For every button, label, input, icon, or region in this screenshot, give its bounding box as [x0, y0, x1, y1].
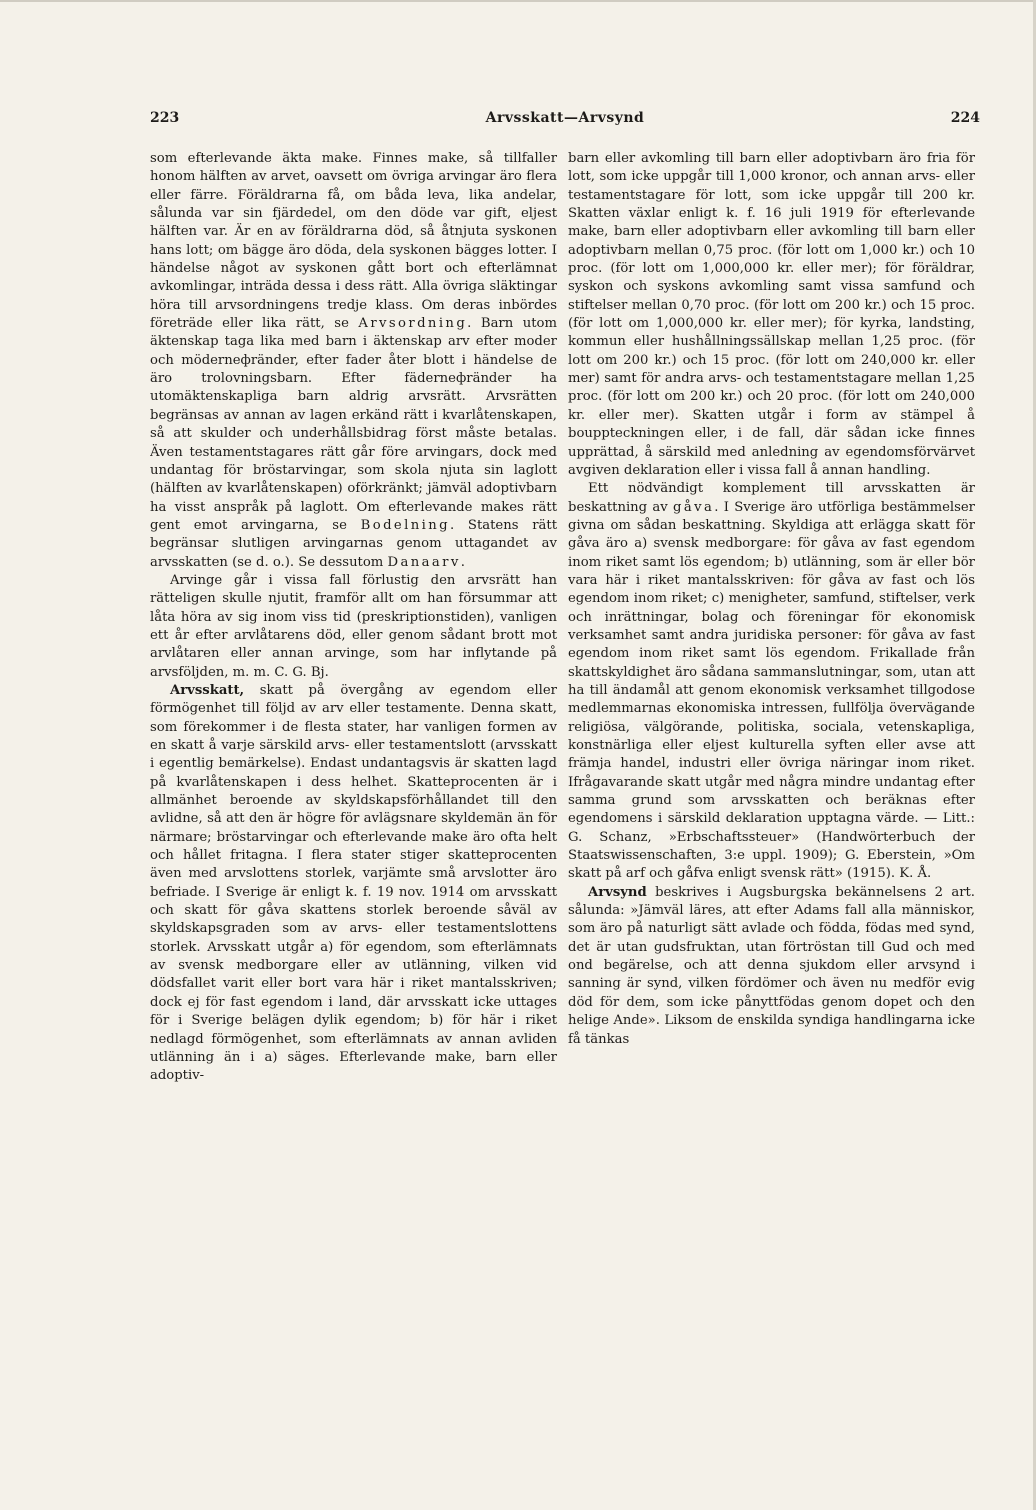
cross-reference[interactable]: Bodelning	[360, 517, 450, 533]
page-number-left: 223	[150, 110, 180, 126]
text-run: Ett nödvändigt komplement till arvsskatten är beskattning av	[568, 481, 975, 515]
text-run: beskrives i Augsburgska bekännelsens 2 art. sålunda: »Jämväl läres, att efter Adams fall alla människor, som äro på naturligt sätt avlade och födda, födas med synd, det är utan gudsfruktan, utan förtröstan till Gud och med ond begärelse, och att denna sjukdom eller arvsynd i sanning är synd, vilken fördömer och även nu medför evig död för dem, som icke pånyttfödas genom dopet och den helige Ande». Liksom de enskilda syndiga handlingarna icke få tänkas	[568, 884, 975, 1047]
cross-reference[interactable]: Arvsordning	[358, 316, 468, 332]
text-run: skatt på övergång av egendom eller förmögenhet till följd av arv eller testamente. Denna skatt, som förekommer i de flesta stater, har vanligen formen av en skatt å varje särskild arvs- eller testamentslott (arvsskatt i egentlig bemärkelse). Endast undantagsvis är skatten lagd på kvarlåtenskapen i dess helhet. Skatteprocenten är i allmänhet beroende av skyldskapsförhållandet till den avlidne, så att den är högre för avlägsnare skyldemän än för närmare; bröstarvingar och efterlevande make äro ofta helt och hållet fritagna. I flera stater stiger skatteprocenten även med arvslottens storlek, varjämte små arvslotter äro befriade. I Sverige är enligt k. f. 19 nov. 1914 om arvsskatt och skatt för gåva skattens storlek beroende såväl av skyldskapsgraden som av arvs- eller testamentslottens storlek. Arvsskatt utgår a) för egendom, som efterlämnats av svensk medborgare eller av utlänning, vilken vid dödsfallet varit eller bort vara här i riket mantalsskriven; dock ej för fast egendom i land, där arvsskatt icke uttages för i Sverige belägen dylik egendom; b) för här i riket nedlagd förmögenhet, som efterlämnats av annan avliden utlänning än i a) säges. Efterlevande make, barn eller adoptiv-	[150, 682, 557, 1084]
page-header	[150, 110, 980, 134]
page-number-right: 224	[950, 110, 980, 126]
left-column	[150, 150, 557, 1386]
cross-reference[interactable]: gåva	[673, 499, 715, 515]
entry-arvsskatt	[150, 682, 557, 1086]
paragraph-forlustig: Arvinge går i vissa fall förlustig den arvsrätt han rätteligen skulle njutit, framför allt om han försummar att låta höra av sig inom viss tid (preskriptionstiden), vanligen ett år efter arvlåtarens död, eller genom sådant brott mot arvlåtaren eller annan arvinge, som har inflytande på arvsföljden, m. m. C. G. Bj.	[150, 572, 557, 680]
running-title: Arvsskatt—Arvsynd	[485, 110, 645, 126]
entry-arvsynd	[568, 884, 975, 1049]
paragraph-gava	[568, 480, 975, 884]
scan-edge-top	[0, 0, 1036, 2]
entry-headword: Arvsynd	[588, 884, 647, 900]
right-column	[568, 150, 975, 1386]
text-run: . I Sverige äro utförliga bestämmelser givna om sådan beskattning. Skyldiga att erlägga skatt för gåva äro a) svensk medborgare: för gåva av fast egendom inom riket samt lös egendom; b) utlänning, som är eller bör vara här i riket mantalsskriven: för gåva av fast och lös egendom inom riket; c) menigheter, samfund, stiftelser, verk och inrättningar, bolag och föreningar för ekonomisk verksamhet samt andra juridiska personer: för gåva av fast egendom inom riket samt lös egendom. Frikallade från skattskyldighet äro sådana sammanslutningar, som, utan att ha till ändamål att genom ekonomisk verksamhet tillgodose medlemmarnas ekonomiska intressen, fullfölja övervägande religiösa, välgörande, politiska, sociala, vetenskapliga, konstnärliga eller eljest kulturella syften eller avse att främja handel, industri eller övriga näringar inom riket. Ifrågavarande skatt utgår med några mindre undantag efter samma grund som arvsskatten och beräknas efter egendomens i särskild deklaration upptagna värde. — Litt.: G. Schanz, »Erbschaftssteuer» (Handwörterbuch der Staatswissenschaften, 3:e uppl. 1909); G. Eberstein, »Om skatt på arf och gåfva enligt svensk rätt» (1915). K. Å.	[568, 499, 975, 882]
text-run: .	[460, 554, 465, 570]
text-run: som efterlevande äkta make. Finnes make, så tillfaller honom hälften av arvet, oavsett om övriga arvingar äro flera eller färre. Föräldrarna få, om båda leva, lika andelar, sålunda var sin fjärdedel, om den döde var gift, eljest hälften var. Är en av föräldrarna död, så åtnjuta syskonen hans lott; om bägge äro döda, dela syskonen bäggеs lotter. I händelse något av syskonen gått bort och efterlämnat avkomlingar, inträda dessa i dess rätt. Alla övriga släktingar höra till arvsordningens tredje klass. Om deras inbördes företräde eller lika rätt, se	[150, 151, 557, 332]
text-run: . Statens rätt begränsar slutligen arvingarnas genom uttagandet av arvsskatten (se d. o.). Se dessutom	[150, 517, 557, 570]
paragraph-skattesatser: barn eller avkomling till barn eller adoptivbarn äro fria för lott, som icke uppgår till 1,000 kronor, och annan arvs- eller testamentstagare för lott, som icke uppgår till 200 kr. Skatten växlar enligt k. f. 16 juli 1919 för efterlevande make, barn eller adoptivbarn eller avkomling till barn eller adoptivbarn mellan 0,75 proc. (för lott om 1,000 kr.) och 10 proc. (för lott om 1,000,000 kr. eller mer); för föräldrar, syskon och syskons avkomling samt vissa samfund och stiftelser mellan 0,70 proc. (för lott om 200 kr.) och 15 proc. (för lott om 1,000,000 kr. eller mer); för kyrka, landsting, kommun eller hushållningssällskap mellan 1,25 proc. (för lott om 200 kr.) och 15 proc. (för lott om 240,000 kr. eller mer) samt för andra arvs- och testamentstagare mellan 1,25 proc. (för lott om 200 kr.) och 20 proc. (för lott om 240,000 kr. eller mer). Skatten utgår i form av stämpel å bouppteckningen eller, i de fall, där sådan icke finnes upprättad, å särskild med anledning av egendomsförvärvet avgiven deklaration eller i vissa fall å annan handling.	[568, 151, 975, 478]
entry-headword: Arvsskatt,	[170, 682, 245, 698]
cross-reference[interactable]: Danaarv	[387, 554, 461, 570]
text-run: . Barn utom äktenskap taga lika med barn i äktenskap arv efter moder och möderneфränder, efter fader åter blott i händelse de äro trolovningsbarn. Efter fäderneфränder ha utomäktenskapliga barn aldrig arvsrätt. Arvsrätten begränsas av annan av lagen erkänd rätt i kvarlåtenskapen, så att skulder och underhållsbidrag först måste betalas. Även testamentstagares rätt går före arvingars, dock med undantag för bröstarvingar, som skola njuta sin laglott (hälften av kvarlåtenskapen) oförkränkt; jämväl adoptivbarn ha visst anspråk på laglott. Om efterlevande makes rätt gent emot arvingarna, se	[150, 316, 557, 533]
paragraph-arvsordning	[150, 150, 557, 572]
